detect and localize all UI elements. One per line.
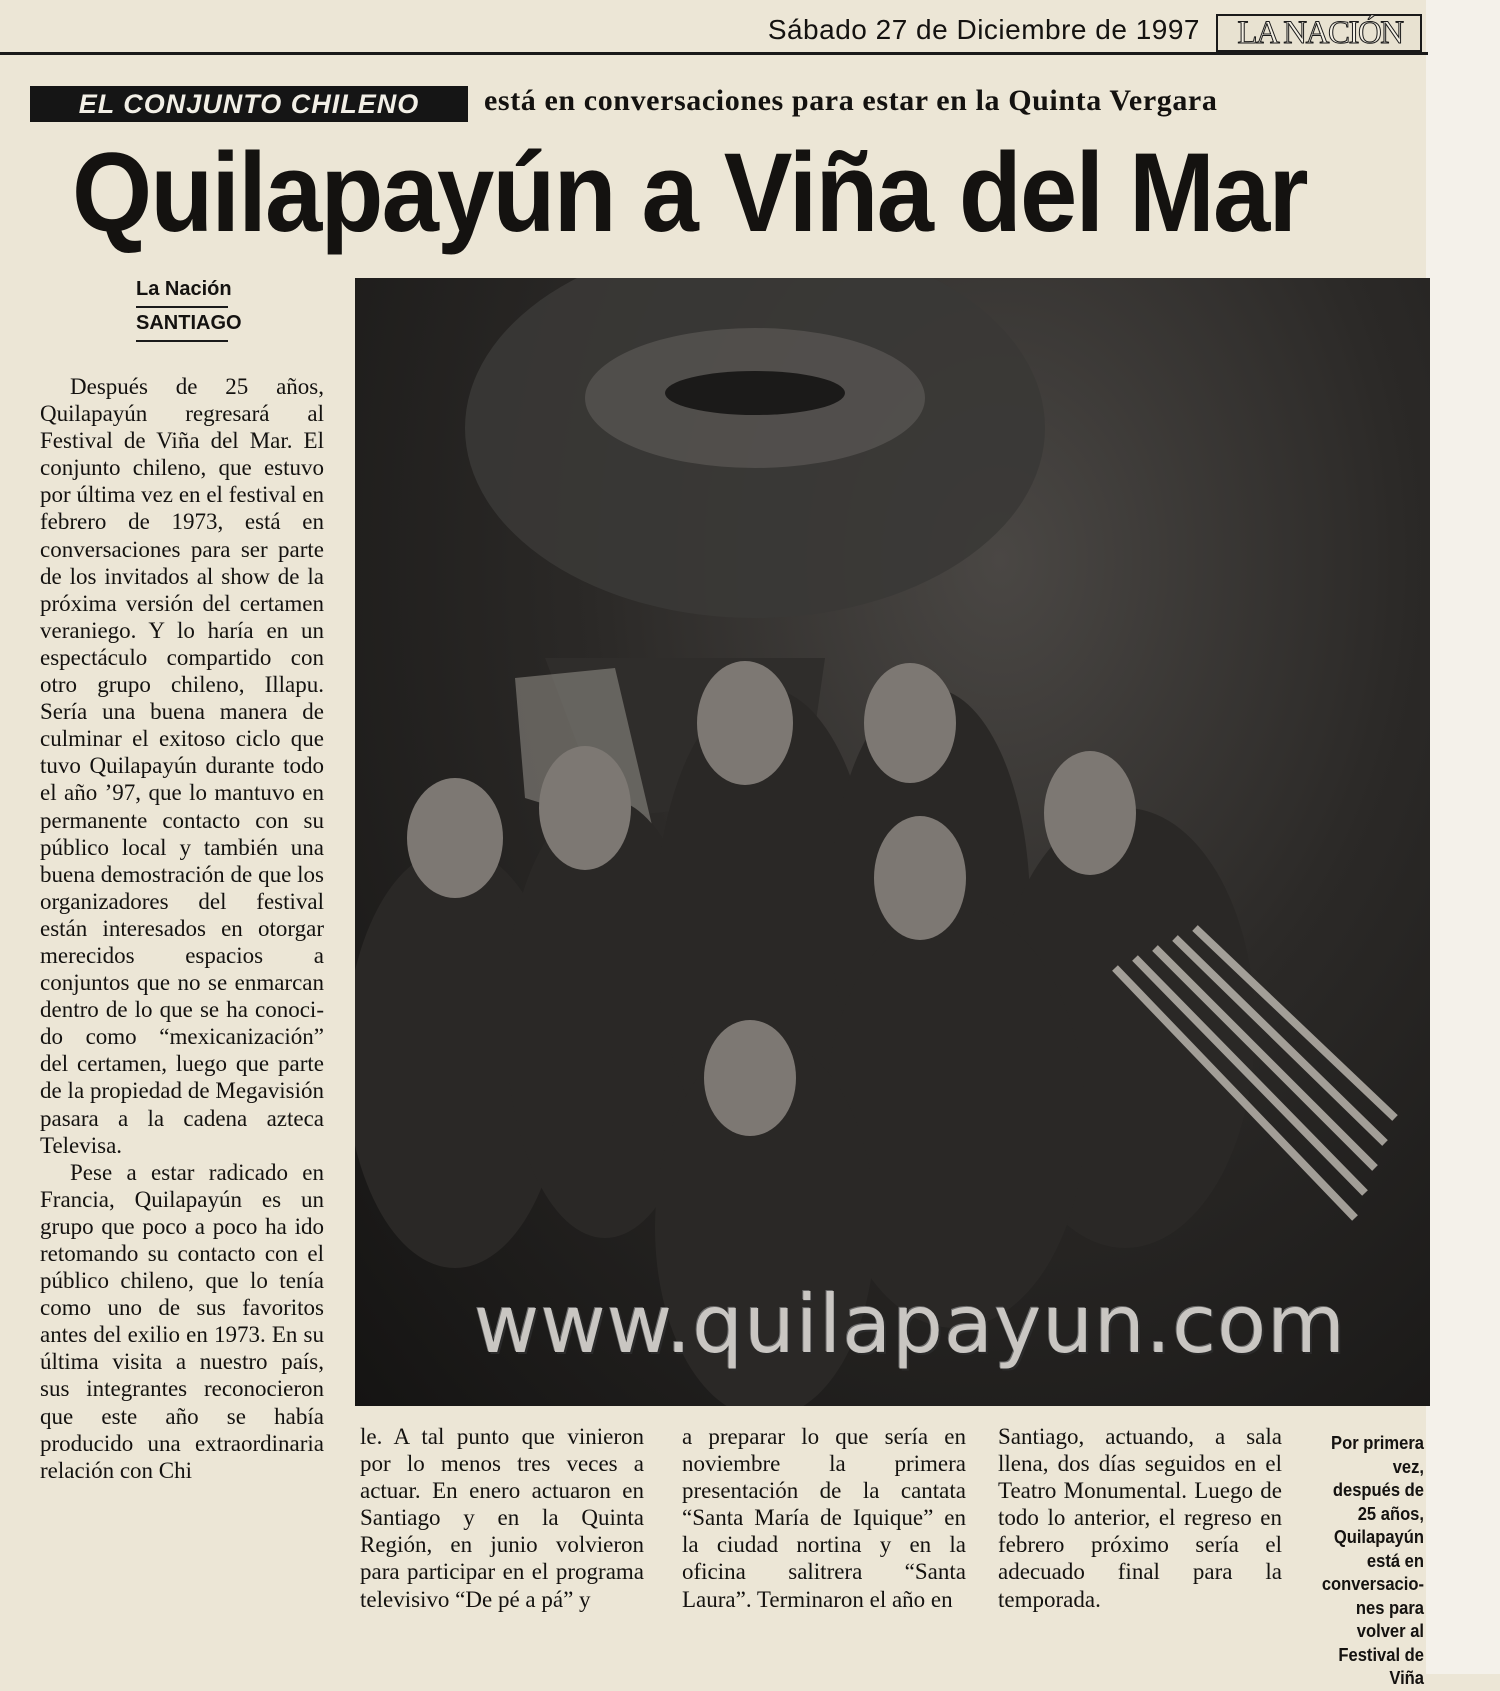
article-paragraph: le. A tal punto que vinieron por lo menos tres veces a actuar. En enero actuaron en Santiago y en la Quinta Región, en junio volvieron para participar en el programa televisivo “De pé a pá” y (360, 1424, 644, 1612)
byline-outlet: La Nación (136, 278, 232, 300)
article-paragraph: Santiago, actuando, a sala llena, dos días seguidos en el Teatro Monumental. Luego de todo lo anterior, el regreso en febrero próximo sería el adecuado final para la temporada. (998, 1424, 1282, 1612)
article-paragraph: a preparar lo que sería en noviembre la primera presentación de la cantata “Santa María de Iquique” en la ciudad nortina y en la oficina salitrera “Santa Laura”. Terminaron el año en (682, 1424, 966, 1612)
byline-city: SANTIAGO (136, 312, 242, 334)
headline: Quilapayún a Viña del Mar (72, 130, 1307, 255)
page-margin (1426, 0, 1500, 1674)
band-photo (355, 278, 1430, 1406)
photo-caption: Por primera vez, después de 25 años, Quilapayún está en conversaciones para volver al Festival de Viña (1321, 1433, 1424, 1688)
article-paragraph: Después de 25 años, Quilapayún regresará al Festival de Viña del Mar. El conjunto chileno, que estuvo por última vez en el festival en febrero de 1973, está en conversaciones para ser parte de los invitados al show de la próxima versión del certamen veraniego. Y lo haría en un espectáculo compartido con otro grupo chileno, Illapu. Sería una buena manera de culminar el exitoso ciclo que tuvo Quilapayún durante todo el año ’97, que lo mantuvo en permanente contacto con su público local y también una buena demostración de que los organizadores del festival están interesados en otorgar merecidos espacios a conjuntos que no se enmarcan dentro de lo que se ha conocido como “mexicanización” del certamen, luego que parte de la propiedad de Megavisión pasara a la cadena azteca Televisa. (40, 374, 324, 1158)
kicker-label-box (30, 86, 468, 122)
header-rule (0, 52, 1428, 55)
article-column-3 (682, 1423, 966, 1613)
issue-date: Sábado 27 de Diciembre de 1997 (767, 14, 1200, 45)
article-paragraph: Pese a estar radicado en Francia, Quilapayún es un grupo que poco a poco ha ido retomando su contacto con el público chileno, que lo tenía como uno de sus favoritos antes del exilio en 1973. En su última visita a nuestro país, sus integrantes reconocieron que este año se había producido una extraordinaria relación con Chi (40, 1159, 324, 1483)
byline-rule (136, 306, 228, 308)
byline-rule (136, 340, 228, 342)
newspaper-masthead: LA NACIÓN (1237, 15, 1403, 51)
kicker-text: está en conversaciones para estar en la Quinta Vergara (484, 84, 1218, 117)
article-column-1 (40, 373, 324, 1484)
article-column-4 (998, 1423, 1282, 1613)
article-column-2 (360, 1423, 644, 1613)
band-photo-illustration (355, 278, 1430, 1406)
kicker-label: EL CONJUNTO CHILENO (78, 88, 420, 119)
site-watermark: www.quilapayun.com (473, 1278, 1347, 1371)
